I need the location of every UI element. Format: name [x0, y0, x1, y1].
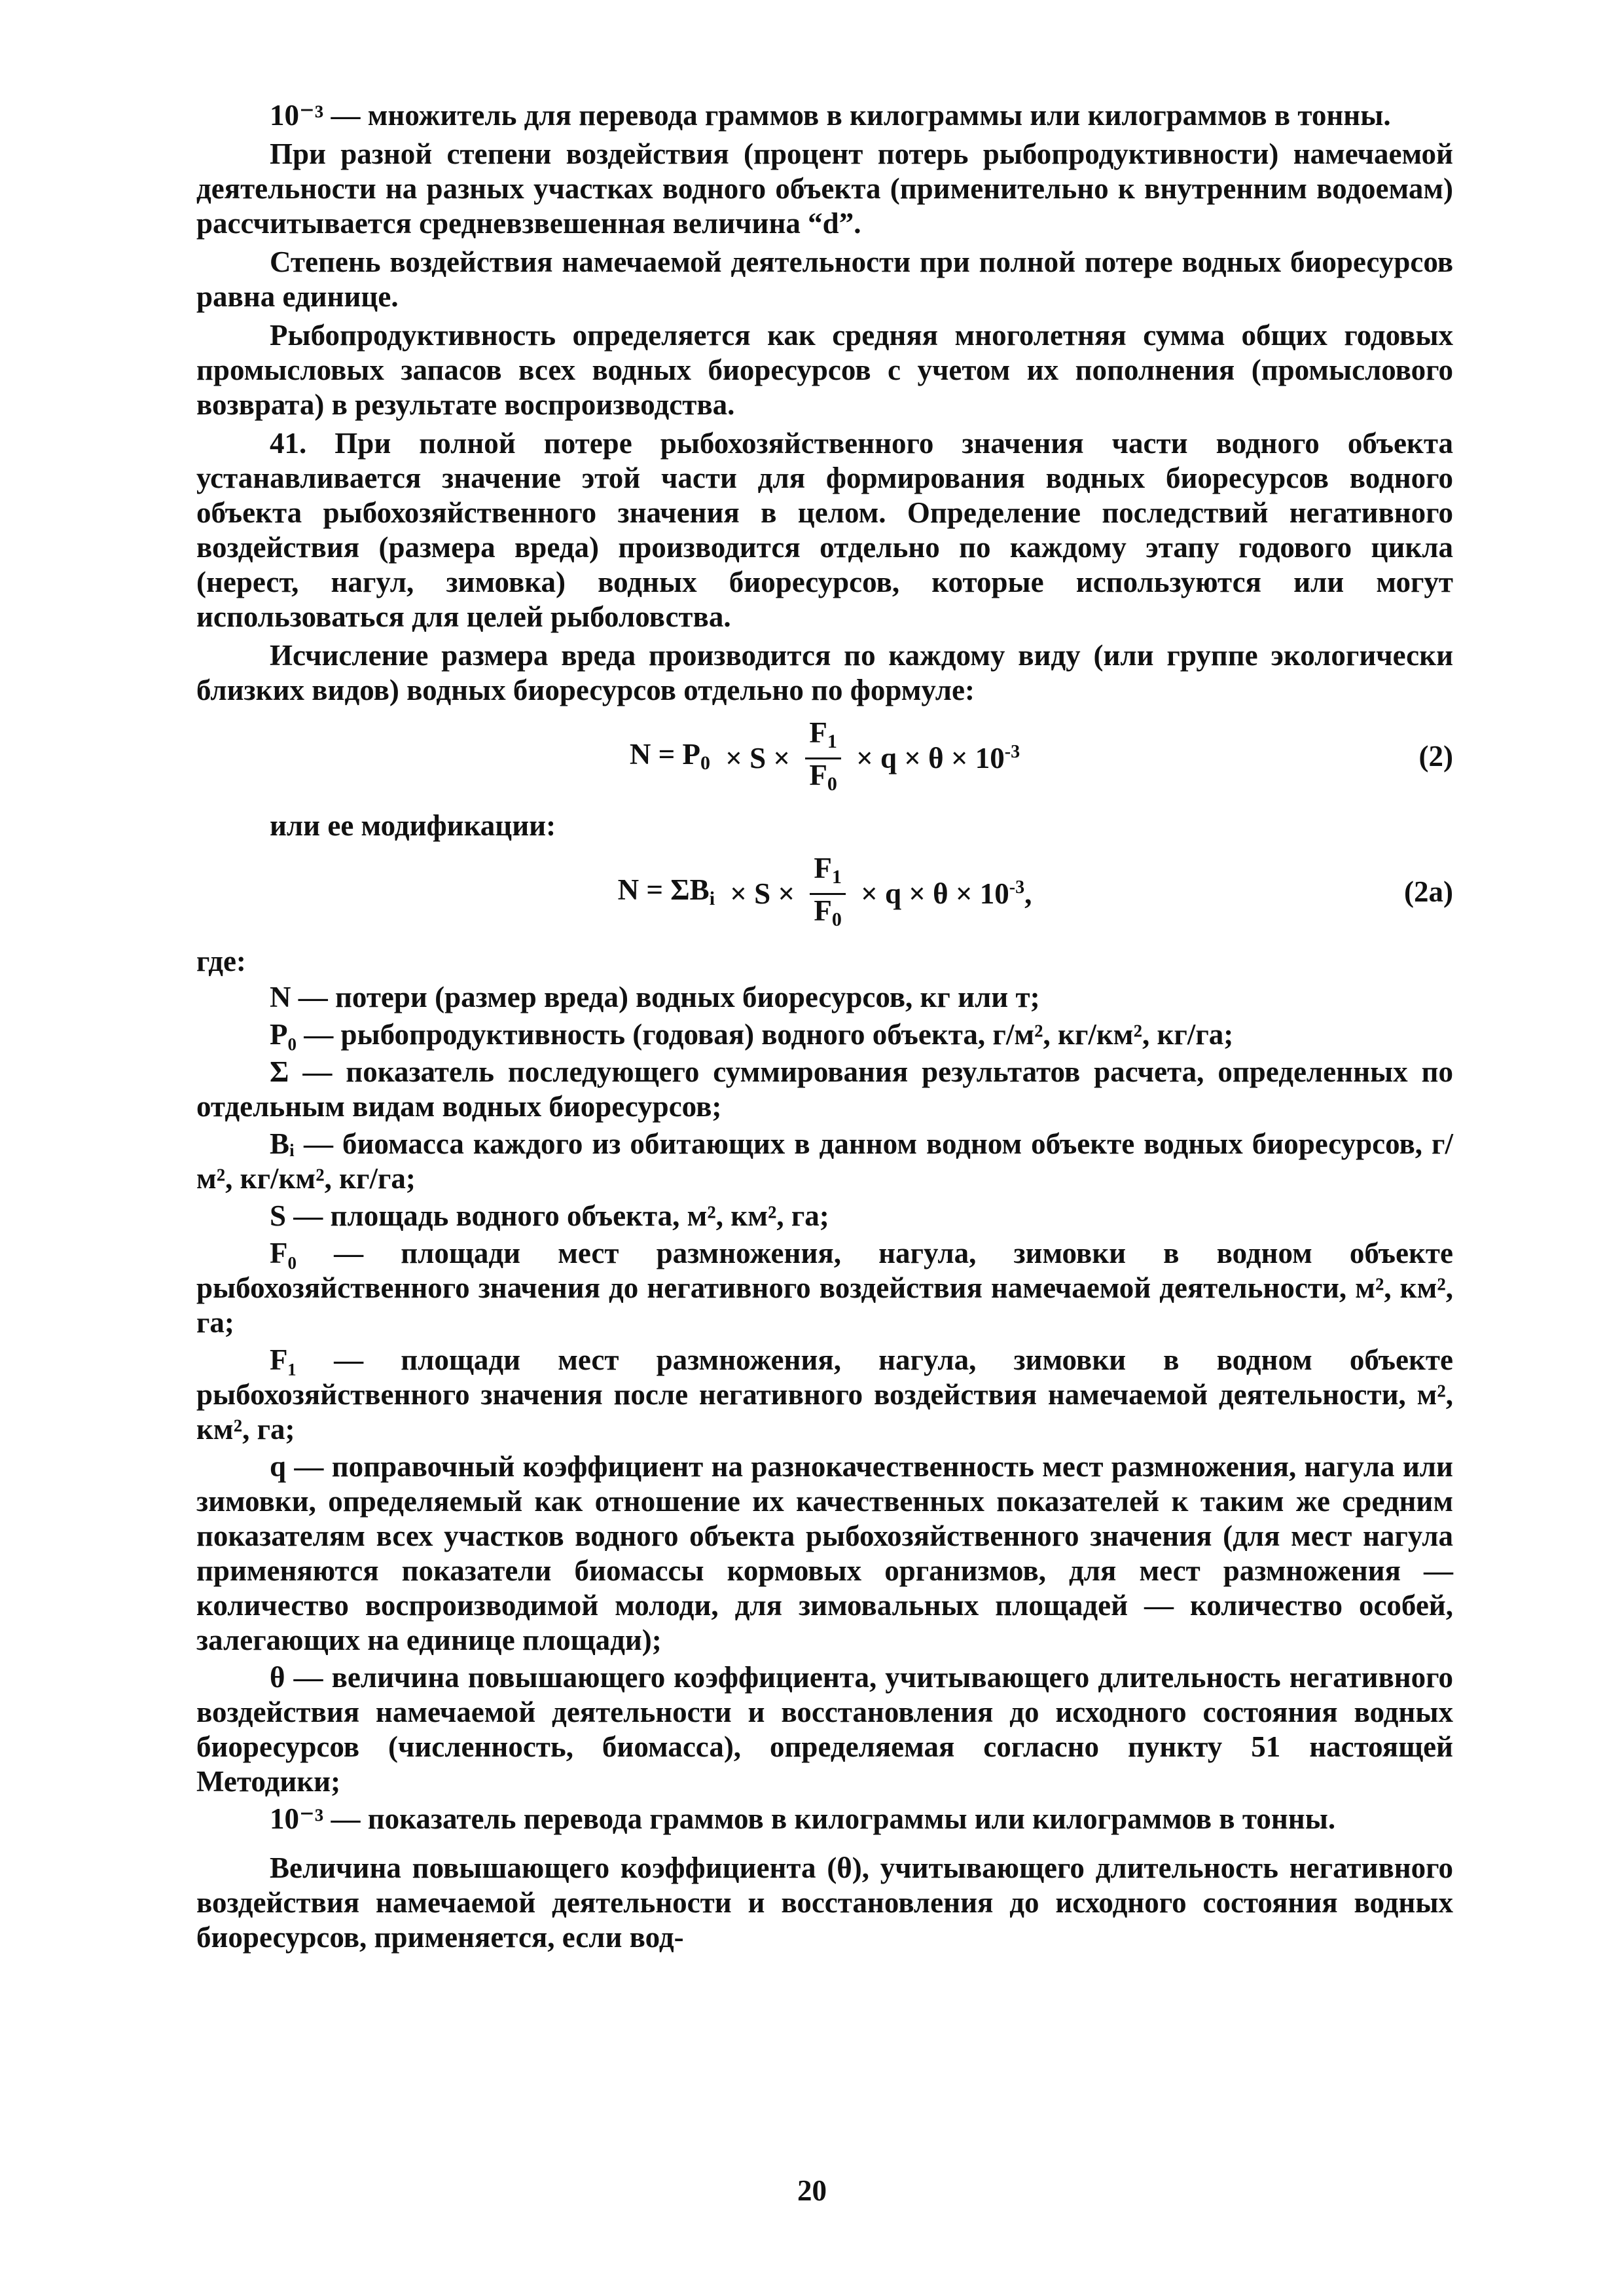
- definition-multiplier: 10⁻³ — показатель перевода граммов в килограммы или килограммов в тонны.: [270, 1802, 1336, 1835]
- formula-2a-lhs: $N = \Sigma B_i$: [617, 873, 715, 909]
- definition-p0: P₀ — рыбопродуктивность (годовая) водного объекта, г/м², кг/км², кг/га;: [270, 1018, 1234, 1051]
- paragraph-calculation-intro: Исчисление размера вреда производится по каждому виду (или группе экологически близких видов) водных биоресурсов отдельно по формуле:: [196, 639, 1453, 706]
- definition-f1: F₁ — площади мест размножения, нагула, зимовки в водном объекте рыбохозяйственного значения после негативного воздействия намечаемой деятельности, м², км², га;: [196, 1343, 1453, 1446]
- formula-2-mid: × S ×: [718, 742, 798, 774]
- modification-label: или ее модификации:: [270, 809, 556, 842]
- paragraph-fish-productivity: Рыбопродуктивность определяется как средняя многолетняя сумма общих годовых промысловых запасов всех водных биоресурсов с учетом их пополнения (промыслового возврата) в результате воспроизводства.: [196, 319, 1453, 421]
- formula-2a: [196, 852, 1453, 938]
- definition-bi: Bᵢ — биомасса каждого из обитающих в данном водном объекте водных биоресурсов, г/м², кг/км², кг/га;: [196, 1127, 1453, 1195]
- paragraph-closing: Величина повышающего коэффициента (θ), учитывающего длительность негативного воздействия намечаемой деятельности и восстановления до исходного состояния водных биоресурсов, применяется, если вод-: [196, 1851, 1453, 1954]
- where-label: где:: [196, 945, 246, 977]
- paragraph-weighted-average: При разной степени воздействия (процент потерь рыбопродуктивности) намечаемой деятельности на разных участках водного объекта (применительно к внутренним водоемам) рассчитывается средневзвешенная величина “d”.: [196, 137, 1453, 240]
- page-number: 20: [797, 2174, 827, 2207]
- formula-2a-number: (2а): [1404, 875, 1453, 908]
- paragraph-multiplier-note: 10⁻³ — множитель для перевода граммов в килограммы или килограммов в тонны.: [270, 99, 1391, 132]
- formula-2a-fraction: $\frac{F_1}{F_0}$: [810, 852, 846, 936]
- formula-2-fraction: $\frac{F_1}{F_0}$: [805, 717, 841, 800]
- definition-sigma: Σ — показатель последующего суммирования результатов расчета, определенных по отдельным видам водных биоресурсов;: [196, 1055, 1453, 1123]
- definition-n: N — потери (размер вреда) водных биоресурсов, кг или т;: [270, 981, 1040, 1013]
- formula-2a-rhs: × $q \times \theta \times 10^{-3}$,: [853, 877, 1032, 910]
- formula-2a-mid: × S ×: [723, 877, 803, 910]
- paragraph-item-41: 41. При полной потере рыбохозяйственного значения части водного объекта устанавливается значение этой части для формирования водных биоресурсов водного объекта рыбохозяйственного значения в целом. Определение последствий негативного воздействия (размера вреда) производится отдельно по каждому этапу годового цикла (нерест, нагул, зимовка) водных биоресурсов, которые используются или могут использоваться для целей рыболовства.: [196, 427, 1453, 633]
- formula-2-lhs: $N = P_0$: [629, 737, 711, 774]
- definition-s: S — площадь водного объекта, м², км², га;: [270, 1199, 829, 1232]
- definition-f0: F₀ — площади мест размножения, нагула, зимовки в водном объекте рыбохозяйственного значения до негативного воздействия намечаемой деятельности, м², км², га;: [196, 1237, 1453, 1339]
- paragraph-impact-degree: Степень воздействия намечаемой деятельности при полной потере водных биоресурсов равна единице.: [196, 246, 1453, 313]
- document-page: [196, 98, 1453, 1959]
- definition-theta: θ — величина повышающего коэффициента, учитывающего длительность негативного воздействия намечаемой деятельности и восстановления до исходного состояния водных биоресурсов (численность, биомасса), определяемая согласно пункту 51 настоящей Методики;: [196, 1661, 1453, 1798]
- formula-2-number: (2): [1418, 740, 1453, 773]
- formula-2-rhs: × $q \times \theta \times 10^{-3}$: [848, 742, 1020, 774]
- formula-2: [196, 717, 1453, 802]
- definition-q: q — поправочный коэффициент на разнокачественность мест размножения, нагула или зимовки, определяемый как отношение их качественных показателей к таким же средним показателям всех участков водного объекта рыбохозяйственного значения (для мест нагула применяются показатели биомассы кормовых организмов, для мест размножения — количество воспроизводимой молоди, для зимовальных площадей — количество особей, залегающих на единице площади);: [196, 1450, 1453, 1656]
